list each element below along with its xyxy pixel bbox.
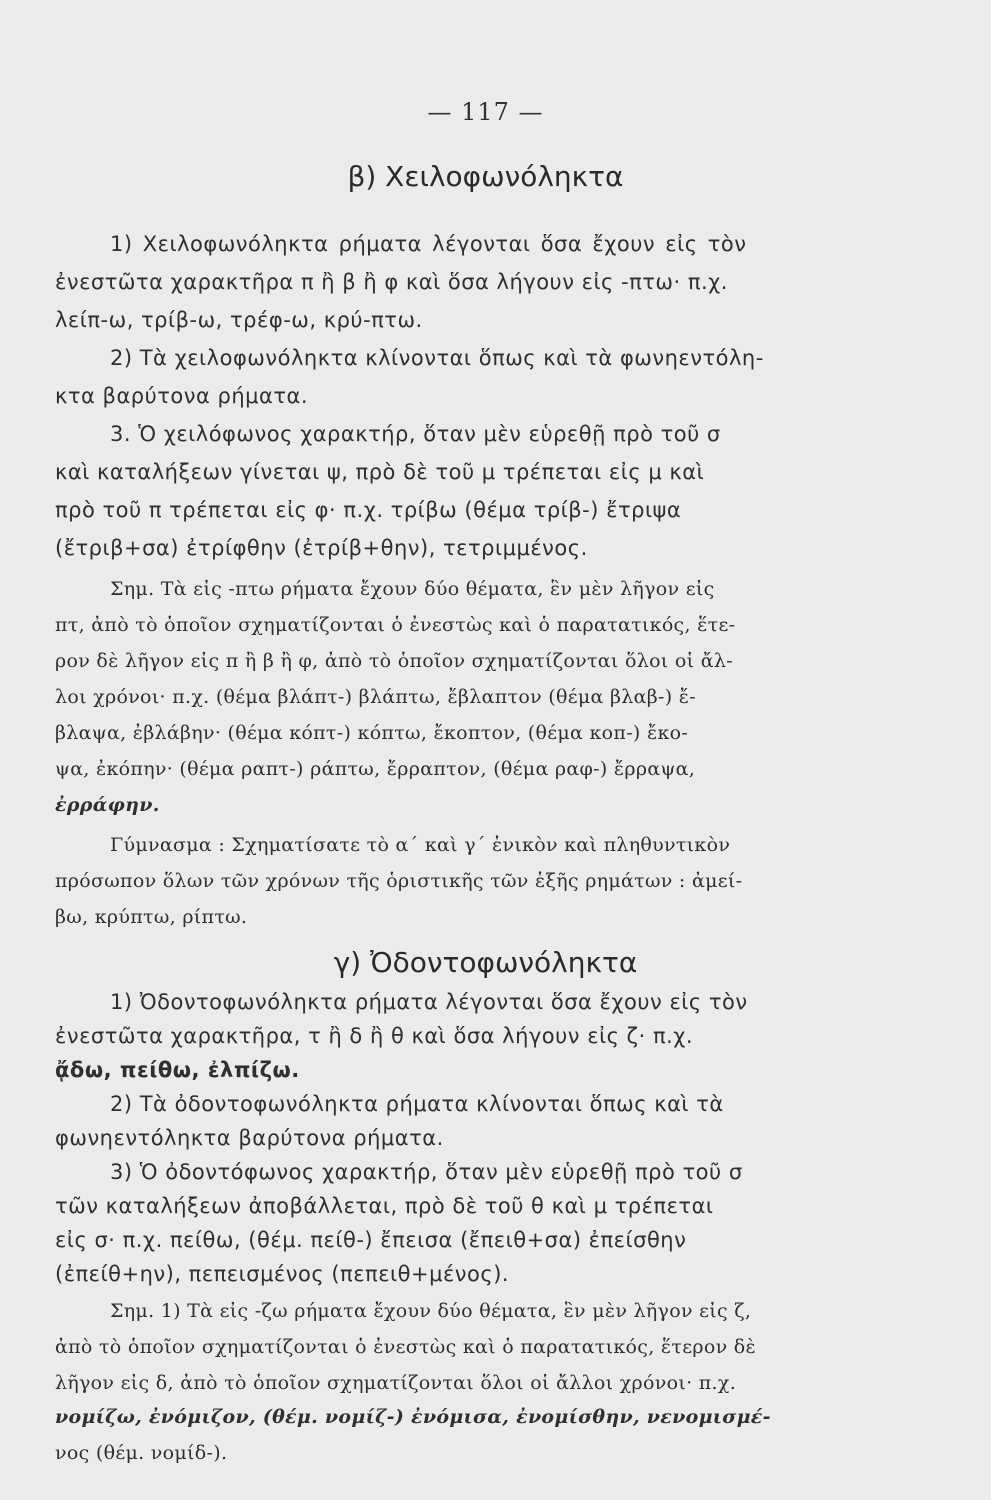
- text-line: 1) Χειλοφωνόληκτα ρήματα λέγονται ὅσα ἔχουν εἰς τὸν: [110, 232, 747, 256]
- note-line: Σημ. Τὰ εἰς -πτω ρήματα ἔχουν δύο θέματα, ἓν μὲν λῆγον εἰς: [110, 578, 715, 600]
- text-line: 2) Τὰ χειλοφωνόληκτα κλίνονται ὅπως καὶ τὰ φωνηεντόλη-: [110, 346, 764, 370]
- text-line: ᾄδω, πείθω, ἐλπίζω.: [55, 1058, 300, 1082]
- text-line: (ἐπείθ+ην), πεπεισμένος (πεπειθ+μένος).: [55, 1262, 510, 1286]
- text-line: 3) Ὁ ὀδοντόφωνος χαρακτήρ, ὅταν μὲν εὑρεθῇ πρὸ τοῦ σ: [110, 1160, 743, 1184]
- note-line: ἐρράφην.: [55, 794, 160, 816]
- exercise-line: πρόσωπον ὅλων τῶν χρόνων τῆς ὁριστικῆς τῶν ἑξῆς ρημάτων : ἀμεί-: [55, 870, 743, 892]
- text-line: εἰς σ· π.χ. πείθω, (θέμ. πείθ-) ἔπεισα (ἔπειθ+σα) ἐπείσθην: [55, 1228, 687, 1252]
- page-number: — 117 —: [427, 98, 544, 126]
- exercise-line: βω, κρύπτω, ρίπτω.: [55, 906, 248, 928]
- text-line: κτα βαρύτονα ρήματα.: [55, 384, 309, 408]
- text-line: ἐνεστῶτα χαρακτῆρα π ἢ β ἢ φ καὶ ὅσα λήγουν εἰς -πτω· π.χ.: [55, 270, 728, 294]
- note-line: ψα, ἐκόπην· (θέμα ραπτ-) ράπτω, ἔρραπτον, (θέμα ραφ-) ἔρραψα,: [55, 758, 696, 780]
- note-line: βλαψα, ἐβλάβην· (θέμα κόπτ-) κόπτω, ἔκοπτον, (θέμα κοπ-) ἔκο-: [55, 722, 689, 744]
- section-c-heading: γ) Ὀδοντοφωνόληκτα: [333, 946, 638, 979]
- text-line: λείπ-ω, τρίβ-ω, τρέφ-ω, κρύ-πτω.: [55, 308, 423, 332]
- exercise-line: Γύμνασμα : Σχηματίσατε τὸ α΄ καὶ γ΄ ἑνικὸν καὶ πληθυντικὸν: [110, 834, 731, 856]
- note-line: Σημ. 1) Τὰ εἰς -ζω ρήματα ἔχουν δύο θέματα, ἓν μὲν λῆγον εἰς ζ,: [110, 1300, 752, 1322]
- note-line: λῆγον εἰς δ, ἀπὸ τὸ ὁποῖον σχηματίζονται ὅλοι οἱ ἄλλοι χρόνοι· π.χ.: [55, 1372, 737, 1394]
- text-line: καὶ καταλήξεων γίνεται ψ, πρὸ δὲ τοῦ μ τρέπεται εἰς μ καὶ: [55, 460, 705, 484]
- text-line: 1) Ὀδοντοφωνόληκτα ρήματα λέγονται ὅσα ἔχουν εἰς τὸν: [110, 990, 748, 1014]
- note-line: λοι χρόνοι· π.χ. (θέμα βλάπτ-) βλάπτω, ἔβλαπτον (θέμα βλαβ-) ἔ-: [55, 686, 697, 708]
- note-line: ρον δὲ λῆγον εἰς π ἢ β ἢ φ, ἀπὸ τὸ ὁποῖον σχηματίζονται ὅλοι οἱ ἄλ-: [55, 650, 733, 672]
- text-line: 2) Τὰ ὀδοντοφωνόληκτα ρήματα κλίνονται ὅπως καὶ τὰ: [110, 1092, 724, 1116]
- note-line: πτ, ἀπὸ τὸ ὁποῖον σχηματίζονται ὁ ἐνεστὼς καὶ ὁ παρατατικός, ἕτε-: [55, 614, 736, 636]
- note-line: ἀπὸ τὸ ὁποῖον σχηματίζονται ὁ ἐνεστὼς καὶ ὁ παρατατικός, ἕτερον δὲ: [55, 1336, 756, 1358]
- text-line: ἐνεστῶτα χαρακτῆρα, τ ἢ δ ἢ θ καὶ ὅσα λήγουν εἰς ζ· π.χ.: [55, 1024, 694, 1048]
- text-line: πρὸ τοῦ π τρέπεται εἰς φ· π.χ. τρίβω (θέμα τρίβ-) ἔτριψα: [55, 498, 682, 522]
- text-line: 3. Ὁ χειλόφωνος χαρακτήρ, ὅταν μὲν εὑρεθῇ πρὸ τοῦ σ: [110, 422, 721, 446]
- text-line: φωνηεντόληκτα βαρύτονα ρήματα.: [55, 1126, 444, 1150]
- note-line: νομίζω, ἐνόμιζον, (θέμ. νομίζ-) ἐνόμισα, ἐνομίσθην, νενομισμέ-: [55, 1406, 771, 1428]
- section-b-heading: β) Χειλοφωνόληκτα: [347, 160, 624, 193]
- note-line: νος (θέμ. νομίδ-).: [55, 1442, 228, 1464]
- text-line: τῶν καταλήξεων ἀποβάλλεται, πρὸ δὲ τοῦ θ καὶ μ τρέπεται: [55, 1194, 714, 1218]
- text-line: (ἔτριβ+σα) ἐτρίφθην (ἐτρίβ+θην), τετριμμένος.: [55, 536, 588, 560]
